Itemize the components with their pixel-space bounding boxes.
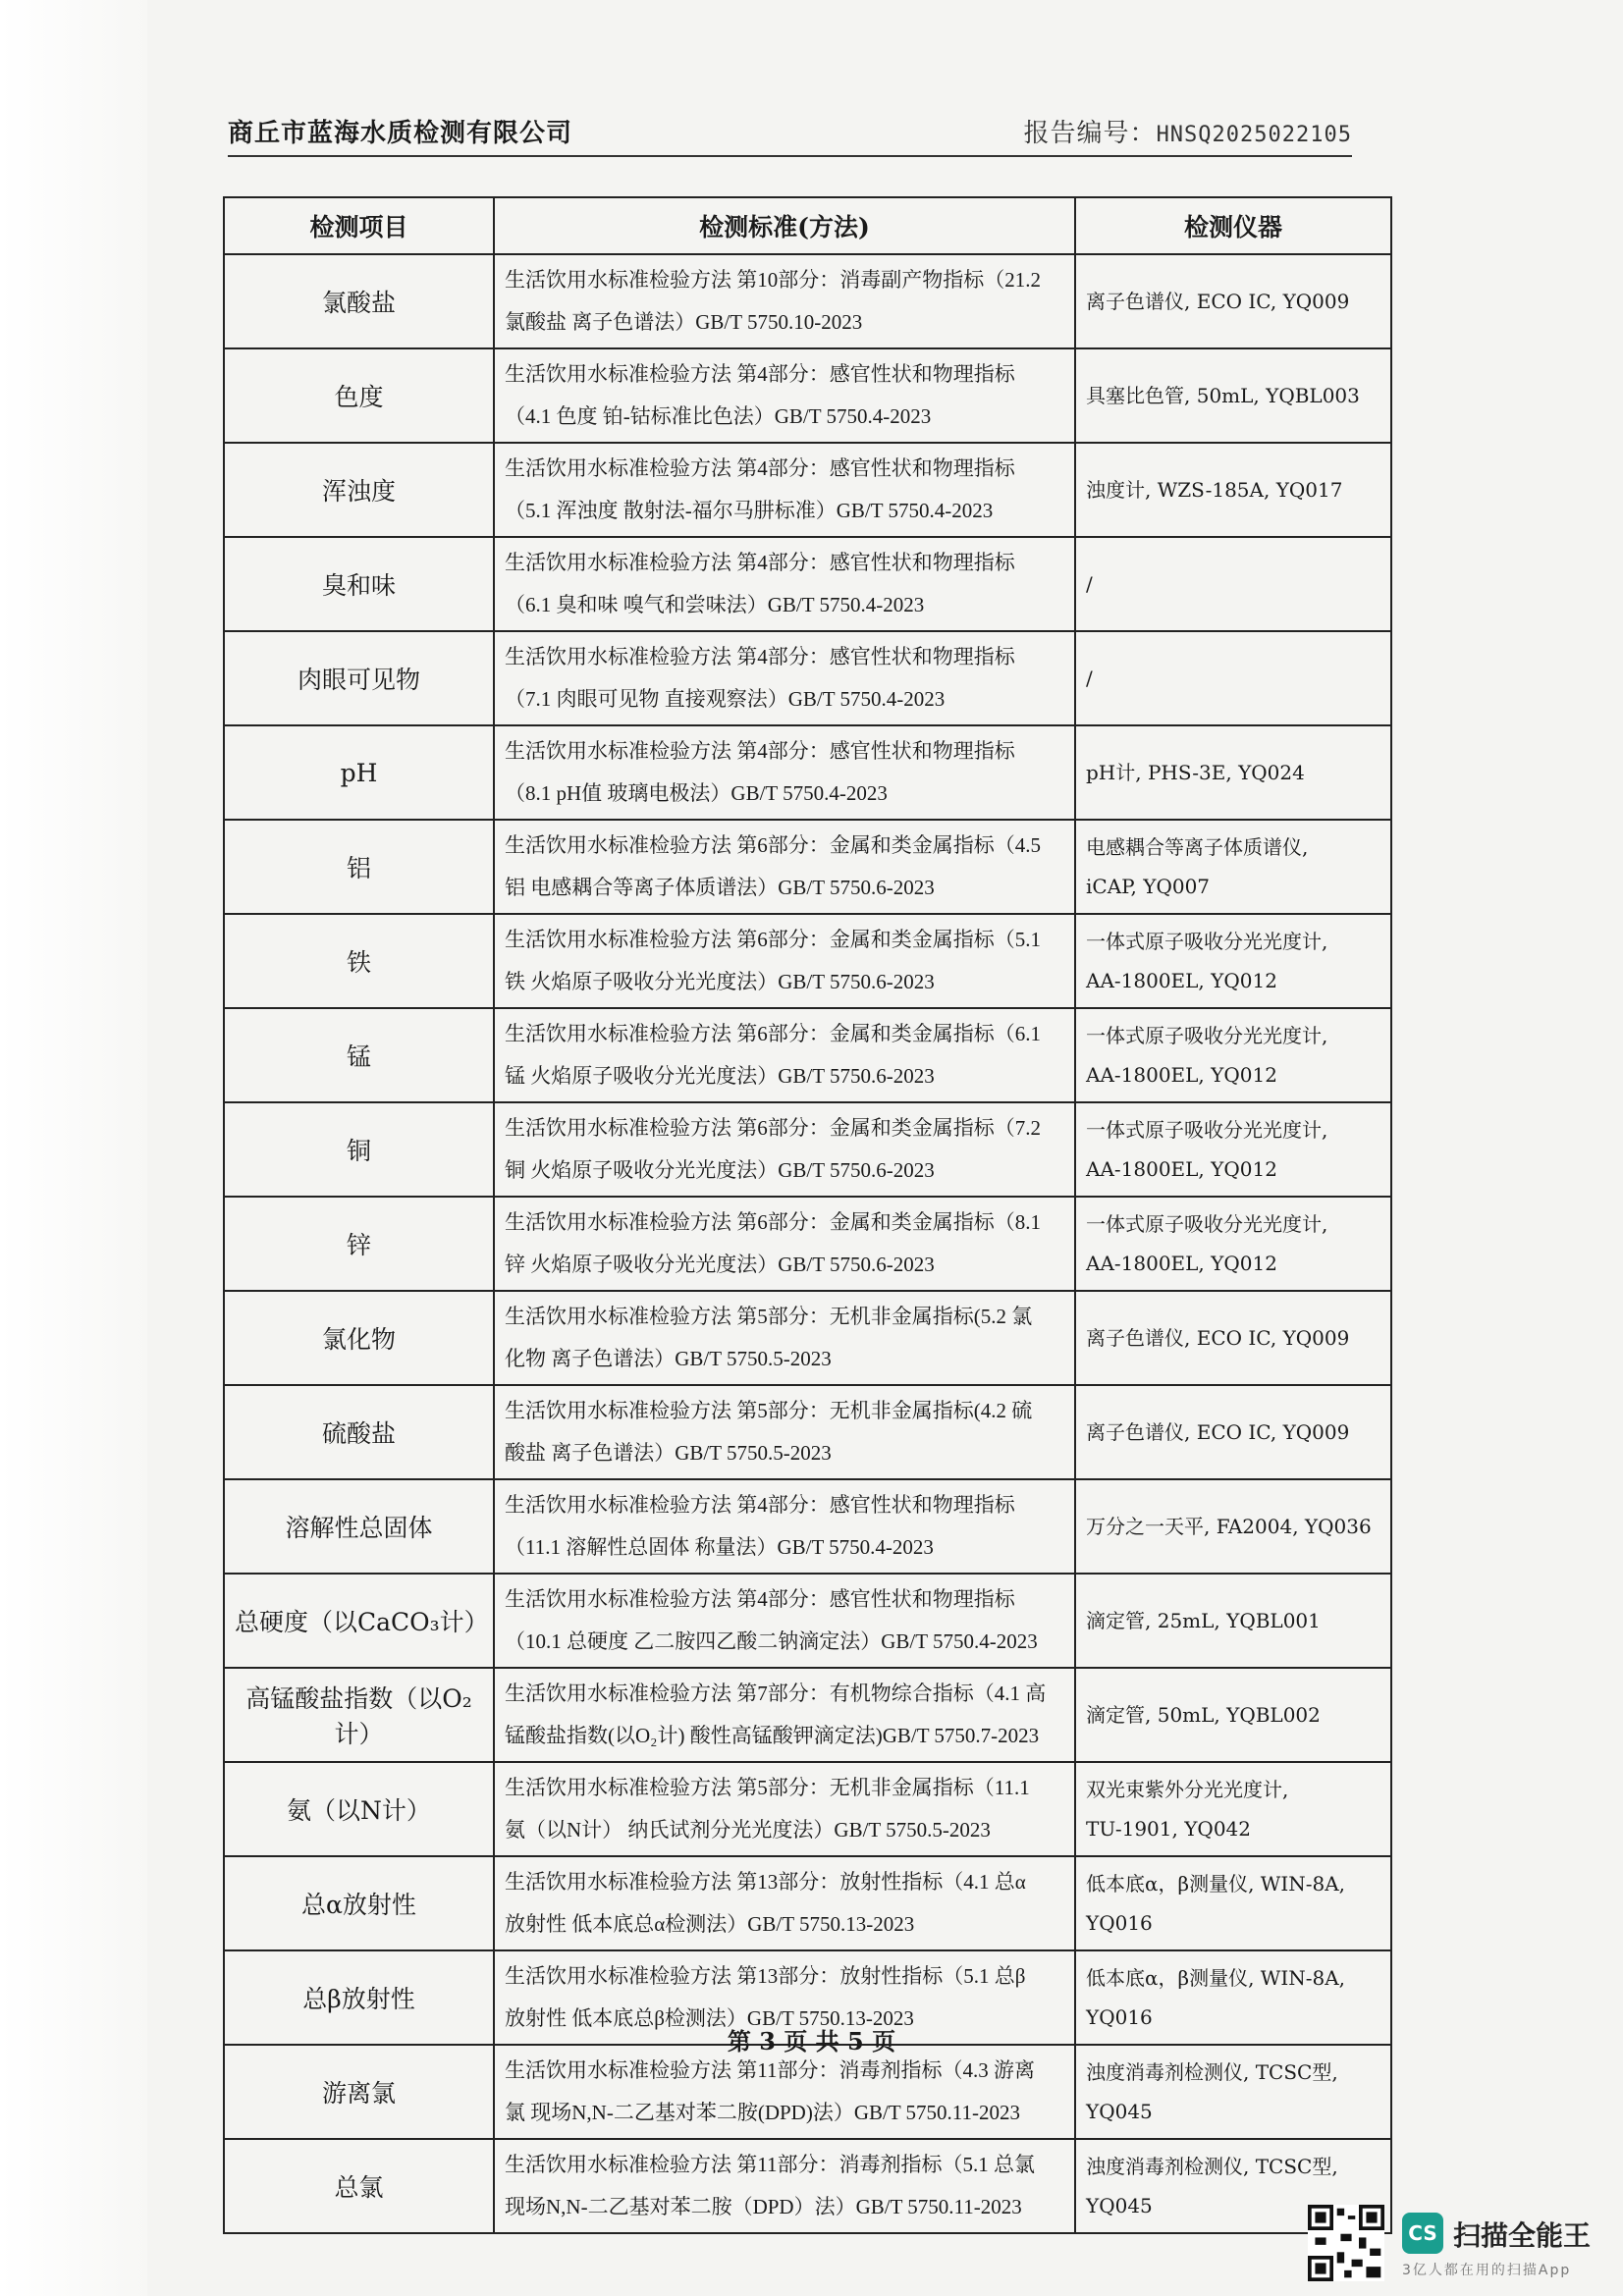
method-line-2: （7.1 肉眼可见物 直接观察法）GB/T 5750.4-2023 — [505, 687, 946, 711]
test-item: pH — [224, 725, 494, 820]
test-method — [494, 2045, 1075, 2139]
test-instrument — [1075, 443, 1391, 537]
test-item: 锰 — [224, 1008, 494, 1102]
method-line-1: 生活饮用水标准检验方法 第6部分：金属和类金属指标（7.2 — [505, 1116, 1041, 1140]
method-line-2: （11.1 溶解性总固体 称量法）GB/T 5750.4-2023 — [505, 1535, 934, 1559]
test-item: 游离氯 — [224, 2045, 494, 2139]
table-row — [224, 1668, 1391, 1762]
method-line-2: （8.1 pH值 玻璃电极法）GB/T 5750.4-2023 — [505, 781, 888, 805]
report-number — [1024, 113, 1352, 149]
method-line-2: （4.1 色度 铂-钴标准比色法）GB/T 5750.4-2023 — [505, 404, 932, 428]
test-method — [494, 1574, 1075, 1668]
instrument-line-1: 滴定管, 25mL, YQBL001 — [1086, 1609, 1321, 1632]
method-line-1: 生活饮用水标准检验方法 第7部分：有机物综合指标（4.1 高 — [505, 1682, 1047, 1705]
header-method: 检测标准(方法) — [494, 197, 1075, 254]
method-line-1: 生活饮用水标准检验方法 第13部分：放射性指标（5.1 总β — [505, 1964, 1026, 1988]
test-instrument — [1075, 631, 1391, 725]
method-line-1: 生活饮用水标准检验方法 第4部分：感官性状和物理指标 — [505, 739, 1015, 763]
test-method-table — [223, 196, 1392, 2234]
test-item: 总β放射性 — [224, 1950, 494, 2045]
method-line-1: 生活饮用水标准检验方法 第5部分：无机非金属指标(4.2 硫 — [505, 1399, 1033, 1422]
test-item: 铁 — [224, 914, 494, 1008]
table-row — [224, 2139, 1391, 2233]
test-item: 氨（以N计） — [224, 1762, 494, 1856]
test-method — [494, 1291, 1075, 1385]
test-instrument — [1075, 537, 1391, 631]
report-number-value: HNSQ2025022105 — [1156, 123, 1352, 147]
test-item: 铝 — [224, 820, 494, 914]
test-method — [494, 631, 1075, 725]
method-line-2: 现场N,N-二乙基对苯二胺（DPD）法）GB/T 5750.11-2023 — [505, 2195, 1022, 2218]
instrument-line-1: 一体式原子吸收分光光度计, — [1086, 930, 1328, 953]
method-line-1: 生活饮用水标准检验方法 第10部分：消毒副产物指标（21.2 — [505, 268, 1041, 292]
instrument-line-2: YQ016 — [1086, 2005, 1153, 2029]
test-method — [494, 1102, 1075, 1197]
test-method — [494, 1668, 1075, 1762]
method-line-1: 生活饮用水标准检验方法 第4部分：感官性状和物理指标 — [505, 456, 1015, 480]
test-instrument — [1075, 1856, 1391, 1950]
test-instrument — [1075, 820, 1391, 914]
instrument-line-1: 低本底α，β测量仪, WIN-8A, — [1086, 1966, 1346, 1990]
page-header — [228, 108, 1352, 157]
test-method — [494, 537, 1075, 631]
test-method — [494, 1479, 1075, 1574]
method-line-1: 生活饮用水标准检验方法 第11部分：消毒剂指标（4.3 游离 — [505, 2058, 1035, 2082]
method-line-2: 锰酸盐指数(以O₂计) 酸性高锰酸钾滴定法)GB/T 5750.7-2023 — [505, 1724, 1040, 1747]
method-line-1: 生活饮用水标准检验方法 第4部分：感官性状和物理指标 — [505, 645, 1015, 668]
test-method — [494, 254, 1075, 348]
test-item: 肉眼可见物 — [224, 631, 494, 725]
instrument-line-1: 离子色谱仪, ECO IC, YQ009 — [1086, 1420, 1350, 1444]
table-row — [224, 1197, 1391, 1291]
qr-code-icon — [1308, 2205, 1384, 2281]
instrument-line-2: iCAP, YQ007 — [1086, 875, 1211, 898]
test-item: 氯酸盐 — [224, 254, 494, 348]
method-line-1: 生活饮用水标准检验方法 第6部分：金属和类金属指标（5.1 — [505, 928, 1041, 951]
test-method — [494, 1197, 1075, 1291]
test-instrument — [1075, 1197, 1391, 1291]
test-instrument — [1075, 2045, 1391, 2139]
method-line-1: 生活饮用水标准检验方法 第4部分：感官性状和物理指标 — [505, 362, 1015, 386]
table-row — [224, 1856, 1391, 1950]
test-method — [494, 1856, 1075, 1950]
instrument-line-2: AA-1800EL, YQ012 — [1086, 1157, 1277, 1181]
method-line-2: 氯酸盐 离子色谱法）GB/T 5750.10-2023 — [505, 310, 863, 334]
scanner-watermark — [1308, 2199, 1602, 2277]
instrument-line-2: AA-1800EL, YQ012 — [1086, 1252, 1277, 1275]
method-line-2: 铁 火焰原子吸收分光光度法）GB/T 5750.6-2023 — [505, 970, 935, 993]
instrument-line-1: 滴定管, 50mL, YQBL002 — [1086, 1703, 1321, 1727]
header-instrument: 检测仪器 — [1075, 197, 1391, 254]
test-method — [494, 348, 1075, 443]
instrument-line-1: 离子色谱仪, ECO IC, YQ009 — [1086, 1326, 1350, 1350]
instrument-line-1: 一体式原子吸收分光光度计, — [1086, 1024, 1328, 1047]
method-line-2: 氨（以N计） 纳氏试剂分光光度法）GB/T 5750.5-2023 — [505, 1818, 991, 1842]
method-line-2: 铝 电感耦合等离子体质谱法）GB/T 5750.6-2023 — [505, 876, 935, 899]
cs-logo: CS — [1402, 2213, 1443, 2254]
test-instrument — [1075, 1102, 1391, 1197]
instrument-line-1: 浊度消毒剂检测仪, TCSC型, — [1086, 2155, 1338, 2178]
instrument-line-1: 低本底α，β测量仪, WIN-8A, — [1086, 1872, 1346, 1896]
method-line-2: （10.1 总硬度 乙二胺四乙酸二钠滴定法）GB/T 5750.4-2023 — [505, 1629, 1038, 1653]
test-method — [494, 914, 1075, 1008]
test-item: 锌 — [224, 1197, 494, 1291]
table-row — [224, 443, 1391, 537]
test-item: 溶解性总固体 — [224, 1479, 494, 1574]
method-line-1: 生活饮用水标准检验方法 第6部分：金属和类金属指标（6.1 — [505, 1022, 1041, 1045]
test-instrument — [1075, 1574, 1391, 1668]
scanner-slogan: 3亿人都在用的扫描App — [1402, 2263, 1572, 2278]
instrument-line-1: / — [1086, 667, 1093, 690]
method-line-1: 生活饮用水标准检验方法 第5部分：无机非金属指标(5.2 氯 — [505, 1305, 1033, 1328]
instrument-line-1: 电感耦合等离子体质谱仪, — [1086, 835, 1309, 859]
method-line-2: （6.1 臭和味 嗅气和尝味法）GB/T 5750.4-2023 — [505, 593, 925, 616]
test-method — [494, 2139, 1075, 2233]
test-method — [494, 443, 1075, 537]
test-item: 总α放射性 — [224, 1856, 494, 1950]
company-name: 商丘市蓝海水质检测有限公司 — [228, 119, 573, 148]
table-row — [224, 820, 1391, 914]
instrument-line-1: / — [1086, 572, 1093, 596]
test-item: 氯化物 — [224, 1291, 494, 1385]
instrument-line-1: 一体式原子吸收分光光度计, — [1086, 1118, 1328, 1142]
table-row — [224, 2045, 1391, 2139]
table-row — [224, 537, 1391, 631]
instrument-line-1: 一体式原子吸收分光光度计, — [1086, 1212, 1328, 1236]
test-item: 总氯 — [224, 2139, 494, 2233]
instrument-line-1: 浊度消毒剂检测仪, TCSC型, — [1086, 2060, 1338, 2084]
test-item: 总硬度（以CaCO₃计） — [224, 1574, 494, 1668]
instrument-line-1: 离子色谱仪, ECO IC, YQ009 — [1086, 290, 1350, 313]
test-instrument — [1075, 914, 1391, 1008]
method-line-1: 生活饮用水标准检验方法 第4部分：感官性状和物理指标 — [505, 1493, 1015, 1517]
method-line-2: 放射性 低本底总β检测法）GB/T 5750.13-2023 — [505, 2006, 914, 2030]
instrument-line-2: YQ016 — [1086, 1911, 1153, 1935]
test-method — [494, 1008, 1075, 1102]
page-number: 第 3 页 共 5 页 — [727, 2027, 896, 2056]
test-method — [494, 820, 1075, 914]
method-line-1: 生活饮用水标准检验方法 第5部分：无机非金属指标（11.1 — [505, 1776, 1030, 1799]
method-line-1: 生活饮用水标准检验方法 第11部分：消毒剂指标（5.1 总氯 — [505, 2153, 1035, 2176]
instrument-line-2: YQ045 — [1086, 2194, 1153, 2217]
test-instrument — [1075, 348, 1391, 443]
table-row — [224, 1479, 1391, 1574]
instrument-line-2: YQ045 — [1086, 2100, 1153, 2123]
table-row — [224, 1762, 1391, 1856]
table-row — [224, 1574, 1391, 1668]
report-number-label: 报告编号： — [1023, 119, 1157, 148]
test-method — [494, 725, 1075, 820]
method-line-1: 生活饮用水标准检验方法 第6部分：金属和类金属指标（4.5 — [505, 833, 1041, 857]
instrument-line-1: 双光束紫外分光光度计, — [1086, 1778, 1289, 1801]
header-item: 检测项目 — [224, 197, 494, 254]
instrument-line-1: pH计, PHS-3E, YQ024 — [1086, 761, 1305, 784]
table-header-row — [224, 197, 1391, 254]
test-item: 臭和味 — [224, 537, 494, 631]
table-row — [224, 254, 1391, 348]
test-instrument — [1075, 725, 1391, 820]
table-row — [224, 631, 1391, 725]
test-item: 色度 — [224, 348, 494, 443]
method-line-1: 生活饮用水标准检验方法 第6部分：金属和类金属指标（8.1 — [505, 1210, 1041, 1234]
test-item: 硫酸盐 — [224, 1385, 494, 1479]
table-row — [224, 1008, 1391, 1102]
test-instrument — [1075, 254, 1391, 348]
instrument-line-1: 具塞比色管, 50mL, YQBL003 — [1086, 384, 1360, 407]
method-line-2: 化物 离子色谱法）GB/T 5750.5-2023 — [505, 1347, 832, 1370]
test-instrument — [1075, 1008, 1391, 1102]
method-line-2: 锰 火焰原子吸收分光光度法）GB/T 5750.6-2023 — [505, 1064, 935, 1088]
instrument-line-2: AA-1800EL, YQ012 — [1086, 1063, 1277, 1087]
instrument-line-2: AA-1800EL, YQ012 — [1086, 969, 1277, 992]
test-instrument — [1075, 1385, 1391, 1479]
table-row — [224, 1102, 1391, 1197]
method-line-2: 酸盐 离子色谱法）GB/T 5750.5-2023 — [505, 1441, 832, 1465]
method-line-2: 锌 火焰原子吸收分光光度法）GB/T 5750.6-2023 — [505, 1253, 935, 1276]
method-line-2: 放射性 低本底总α检测法）GB/T 5750.13-2023 — [505, 1912, 915, 1936]
table-row — [224, 1291, 1391, 1385]
method-line-2: 铜 火焰原子吸收分光光度法）GB/T 5750.6-2023 — [505, 1158, 935, 1182]
method-line-1: 生活饮用水标准检验方法 第13部分：放射性指标（4.1 总α — [505, 1870, 1026, 1894]
method-line-2: （5.1 浑浊度 散射法-福尔马肼标准）GB/T 5750.4-2023 — [505, 499, 994, 522]
test-method — [494, 1762, 1075, 1856]
method-line-1: 生活饮用水标准检验方法 第4部分：感官性状和物理指标 — [505, 551, 1015, 574]
instrument-line-1: 浊度计, WZS-185A, YQ017 — [1086, 478, 1343, 502]
test-item: 浑浊度 — [224, 443, 494, 537]
test-instrument — [1075, 1668, 1391, 1762]
test-method — [494, 1385, 1075, 1479]
test-instrument — [1075, 1479, 1391, 1574]
method-line-2: 氯 现场N,N-二乙基对苯二胺(DPD)法）GB/T 5750.11-2023 — [505, 2101, 1020, 2124]
test-item: 铜 — [224, 1102, 494, 1197]
table-row — [224, 1385, 1391, 1479]
test-item: 高锰酸盐指数（以O₂计） — [224, 1668, 494, 1762]
instrument-line-2: TU-1901, YQ042 — [1086, 1817, 1251, 1841]
table-row — [224, 914, 1391, 1008]
paper-edge — [0, 0, 147, 2296]
table-row — [224, 348, 1391, 443]
test-instrument — [1075, 1762, 1391, 1856]
table-row — [224, 725, 1391, 820]
instrument-line-1: 万分之一天平, FA2004, YQ036 — [1086, 1515, 1372, 1538]
table-body — [224, 254, 1391, 2233]
scanner-brand-name: 扫描全能王 — [1453, 2219, 1592, 2252]
test-instrument — [1075, 1291, 1391, 1385]
method-line-1: 生活饮用水标准检验方法 第4部分：感官性状和物理指标 — [505, 1587, 1015, 1611]
